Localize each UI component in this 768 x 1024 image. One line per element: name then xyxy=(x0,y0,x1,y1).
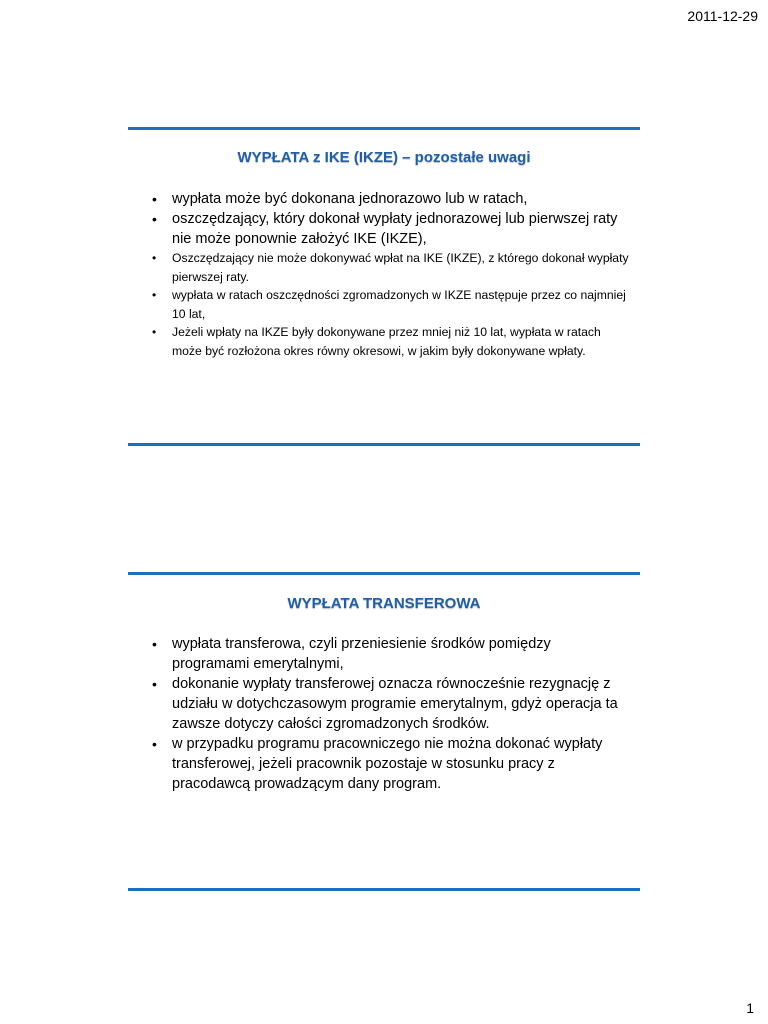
list-item xyxy=(150,286,630,323)
list-item-text: wypłata może być dokonana jednorazowo lub w ratach, xyxy=(172,191,528,207)
list-item xyxy=(150,189,630,209)
list-item-text: Jeżeli wpłaty na IKZE były dokonywane przez mniej niż 10 lat, wypłata w ratach może być rozłożona okres równy okresowi, w jakim były dokonywane wpłaty. xyxy=(172,325,601,358)
slide-title: WYPŁATA TRANSFEROWA xyxy=(287,595,481,612)
bullet-icon: • xyxy=(152,211,157,227)
list-item xyxy=(150,674,630,734)
page-number: 1 xyxy=(746,1000,754,1016)
list-item xyxy=(150,323,630,360)
bullet-list xyxy=(150,634,630,794)
list-item xyxy=(150,249,630,286)
slide-top-rule xyxy=(128,572,640,575)
slide-2 xyxy=(128,572,640,894)
bullet-icon: • xyxy=(152,325,157,339)
list-item xyxy=(150,734,630,794)
slide-top-rule xyxy=(128,127,640,130)
list-item xyxy=(150,209,630,249)
slide-title: WYPŁATA z IKE (IKZE) – pozostałe uwagi xyxy=(237,149,531,166)
list-item-text: w przypadku programu pracowniczego nie można dokonać wypłaty transferowej, jeżeli pracownik pozostaje w stosunku pracy z pracodawcą prowadzącym dany program. xyxy=(172,736,603,792)
list-item-text: dokonanie wypłaty transferowej oznacza równocześnie rezygnację z udziału w dotychczasowym programie emerytalnym, gdyż operacja ta zawsze dotyczy całości zgromadzonych środków. xyxy=(172,676,618,732)
bullet-list xyxy=(150,189,630,360)
slide-1 xyxy=(128,127,640,449)
slide-bottom-rule xyxy=(128,888,640,891)
bullet-icon: • xyxy=(152,636,157,652)
slide-bottom-rule xyxy=(128,443,640,446)
bullet-icon: • xyxy=(152,288,157,302)
list-item-text: oszczędzający, który dokonał wypłaty jednorazowej lub pierwszej raty nie może ponownie założyć IKE (IKZE), xyxy=(172,211,618,247)
bullet-icon: • xyxy=(152,251,157,265)
list-item-text: wypłata transferowa, czyli przeniesienie środków pomiędzy programami emerytalnymi, xyxy=(172,636,551,672)
list-item-text: wypłata w ratach oszczędności zgromadzonych w IKZE następuje przez co najmniej 10 lat, xyxy=(172,288,626,321)
list-item-text: Oszczędzający nie może dokonywać wpłat na IKE (IKZE), z którego dokonał wypłaty pierwszej raty. xyxy=(172,251,629,284)
page-date: 2011-12-29 xyxy=(687,8,758,24)
bullet-icon: • xyxy=(152,676,157,692)
list-item xyxy=(150,634,630,674)
bullet-icon: • xyxy=(152,736,157,752)
bullet-icon: • xyxy=(152,191,157,207)
